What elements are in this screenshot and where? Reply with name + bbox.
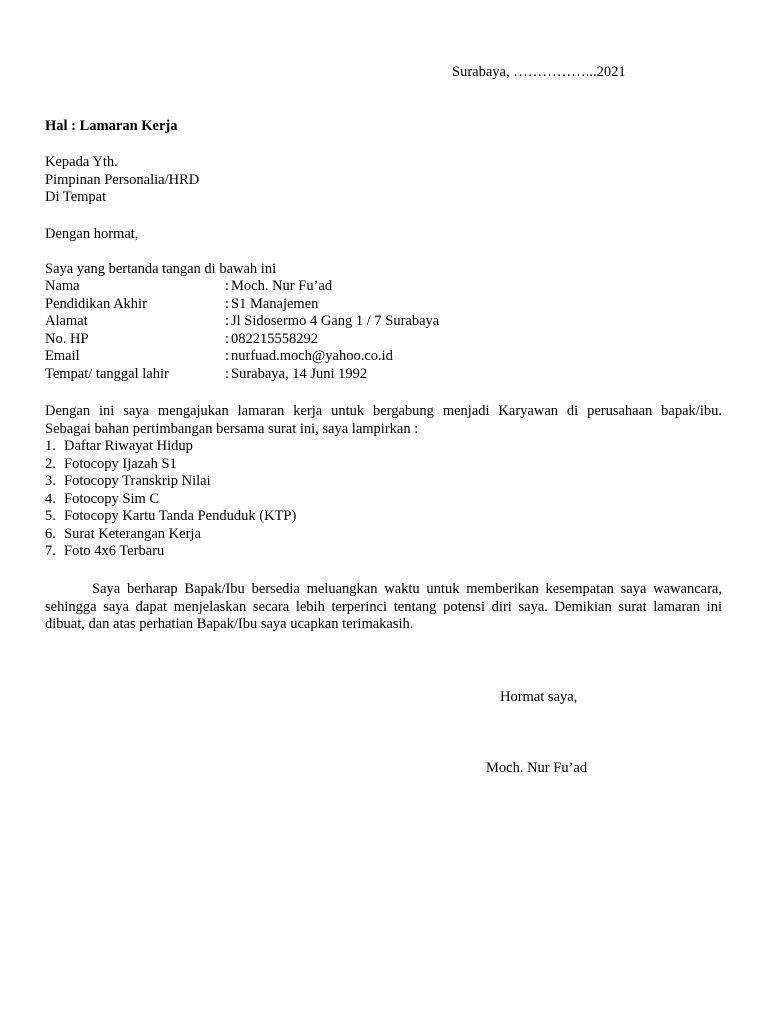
list-text: Fotocopy Kartu Tanda Penduduk (KTP) <box>64 508 297 524</box>
list-item <box>45 543 296 561</box>
list-item <box>45 456 296 474</box>
detail-separator: : <box>225 330 230 347</box>
paragraph-line: dibuat, dan atas perhatian Bapak/Ibu saya ucapkan terimakasih. <box>45 616 414 632</box>
recipient-line: Kepada Yth. <box>45 154 118 170</box>
detail-label: Tempat/ tanggal lahir <box>45 365 169 382</box>
letter-subject: Hal : Lamaran Kerja <box>45 118 178 134</box>
closing-salutation: Hormat saya, <box>500 689 578 705</box>
detail-label: Alamat <box>45 313 88 329</box>
list-number: 7. <box>45 543 56 559</box>
detail-label: Email <box>45 348 80 364</box>
list-item <box>45 526 296 544</box>
intro-line: Saya yang bertanda tangan di bawah ini <box>45 261 277 277</box>
paragraph-line: sehingga saya dapat menjelaskan secara lebih terperinci tentang potensi diri saya. Demikian surat lamaran ini <box>45 598 722 615</box>
paragraph-line: Sebagai bahan pertimbangan bersama surat ini, saya lampirkan : <box>45 420 419 437</box>
list-number: 6. <box>45 525 56 542</box>
list-number: 4. <box>45 490 56 507</box>
list-number: 3. <box>45 473 56 489</box>
detail-value: Surabaya, 14 Juni 1992 <box>231 365 368 382</box>
detail-row-education <box>45 296 439 314</box>
list-item <box>45 491 296 509</box>
body-paragraph <box>45 403 722 438</box>
detail-value: 082215558292 <box>231 330 318 347</box>
detail-label: Pendidikan Akhir <box>45 295 147 312</box>
detail-separator: : <box>225 348 230 364</box>
list-text: Fotocopy Ijazah S1 <box>64 455 177 472</box>
signature-name: Moch. Nur Fu’ad <box>486 760 588 776</box>
list-text: Fotocopy Sim C <box>64 490 160 507</box>
list-item <box>45 508 296 526</box>
recipient-line: Di Tempat <box>45 189 107 205</box>
greeting: Dengan hormat, <box>45 226 139 242</box>
list-text: Daftar Riwayat Hidup <box>64 438 193 454</box>
list-number: 5. <box>45 508 56 524</box>
detail-separator: : <box>225 313 230 329</box>
detail-value: nurfuad.moch@yahoo.co.id <box>231 348 393 364</box>
list-number: 2. <box>45 455 56 472</box>
detail-row-email <box>45 348 439 366</box>
applicant-details <box>45 278 439 383</box>
detail-row-address <box>45 313 439 331</box>
paragraph-line: Dengan ini saya mengajukan lamaran kerja untuk bergabung menjadi Karyawan di perusahaan bapak/ibu. <box>45 403 722 419</box>
detail-value: S1 Manajemen <box>231 295 319 312</box>
detail-separator: : <box>225 365 230 382</box>
detail-label: Nama <box>45 278 80 294</box>
detail-separator: : <box>225 295 230 312</box>
list-text: Foto 4x6 Terbaru <box>64 543 165 559</box>
list-item <box>45 438 296 456</box>
recipient-line: Pimpinan Personalia/HRD <box>45 171 200 188</box>
closing-paragraph <box>45 581 722 634</box>
attachment-list <box>45 438 296 561</box>
list-text: Surat Keterangan Kerja <box>64 525 201 542</box>
detail-row-name <box>45 278 439 296</box>
detail-value: Jl Sidosermo 4 Gang 1 / 7 Surabaya <box>231 313 440 329</box>
list-number: 1. <box>45 438 56 454</box>
detail-row-phone <box>45 331 439 349</box>
detail-label: No. HP <box>45 330 89 347</box>
place-date: Surabaya, ……………...2021 <box>452 64 626 80</box>
detail-separator: : <box>225 278 230 294</box>
detail-value: Moch. Nur Fu’ad <box>231 278 333 294</box>
detail-row-birth <box>45 366 439 384</box>
list-text: Fotocopy Transkrip Nilai <box>64 473 211 489</box>
list-item <box>45 473 296 491</box>
paragraph-line: Saya berharap Bapak/Ibu bersedia meluangkan waktu untuk memberikan kesempatan saya wawancara, <box>92 581 722 597</box>
recipient-block <box>45 154 199 207</box>
